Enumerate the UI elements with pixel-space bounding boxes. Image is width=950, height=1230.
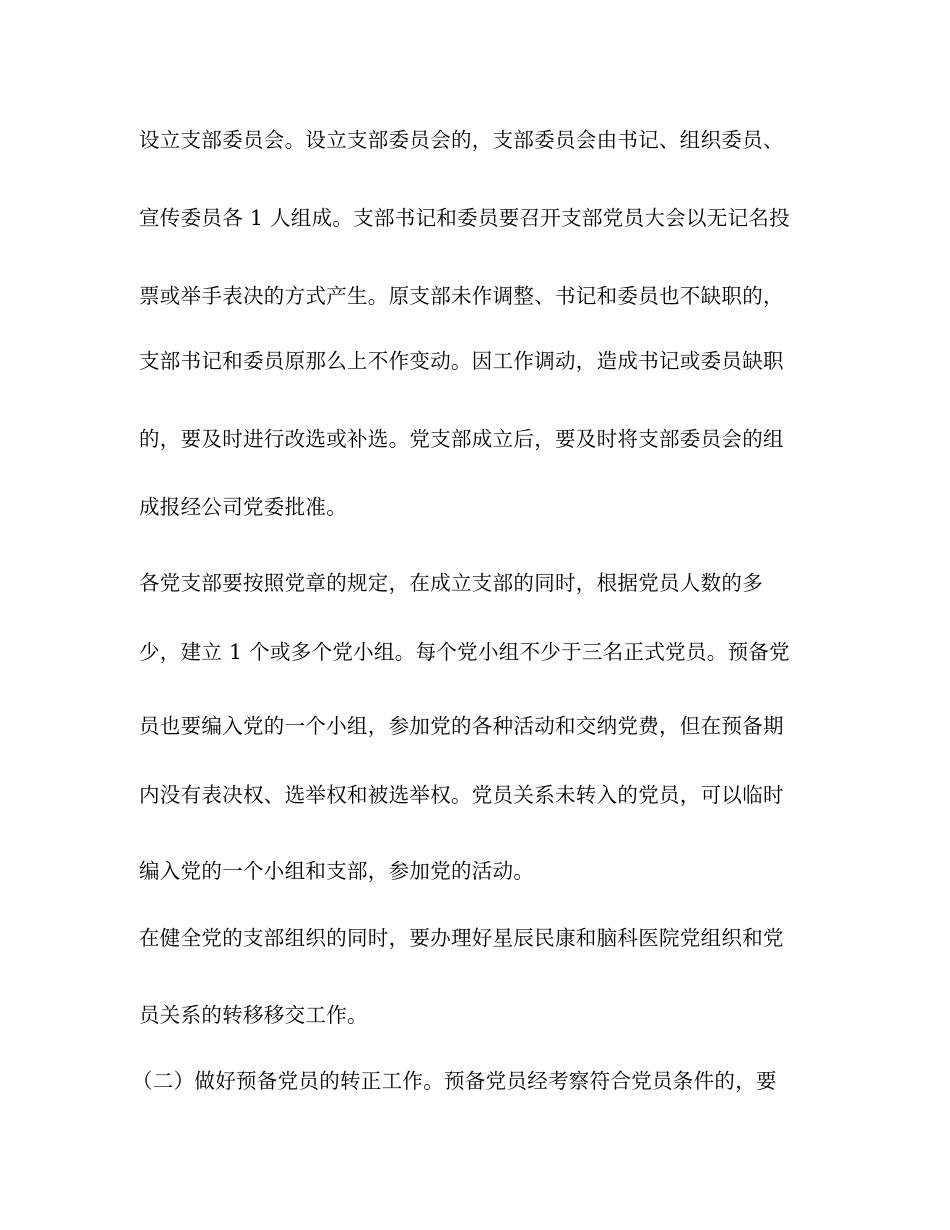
text-line-1: 设立支部委员会。设立支部委员会的，支部委员会由书记、组织委员、 xyxy=(139,128,784,152)
text-line-8: 少，建立 1 个或多个党小组。每个党小组不少于三名正式党员。预备党 xyxy=(139,640,790,664)
text-line-13: 员关系的转移移交工作。 xyxy=(139,1003,368,1027)
text-line-3: 票或举手表决的方式产生。原支部未作调整、书记和委员也不缺职的， xyxy=(139,284,784,308)
text-line-12: 在健全党的支部组织的同时，要办理好星辰民康和脑科医院党组织和党 xyxy=(139,926,784,950)
text-line-2: 宣传委员各 1 人组成。支部书记和委员要召开支部党员大会以无记名投 xyxy=(139,206,790,230)
text-line-10: 内没有表决权、选举权和被选举权。党员关系未转入的党员，可以临时 xyxy=(139,783,784,807)
text-line-4: 支部书记和委员原那么上不作变动。因工作调动，造成书记或委员缺职 xyxy=(139,349,784,373)
text-line-5: 的，要及时进行改选或补选。党支部成立后，要及时将支部委员会的组 xyxy=(139,427,784,451)
text-line-6: 成报经公司党委批准。 xyxy=(139,495,347,519)
text-line-7: 各党支部要按照党章的规定，在成立支部的同时，根据党员人数的多 xyxy=(139,571,763,595)
text-line-14: （二）做好预备党员的转正工作。预备党员经考察符合党员条件的，要 xyxy=(132,1069,777,1093)
text-line-9: 员也要编入党的一个小组，参加党的各种活动和交纳党费，但在预备期 xyxy=(139,714,784,738)
text-line-11: 编入党的一个小组和支部，参加党的活动。 xyxy=(139,859,535,883)
